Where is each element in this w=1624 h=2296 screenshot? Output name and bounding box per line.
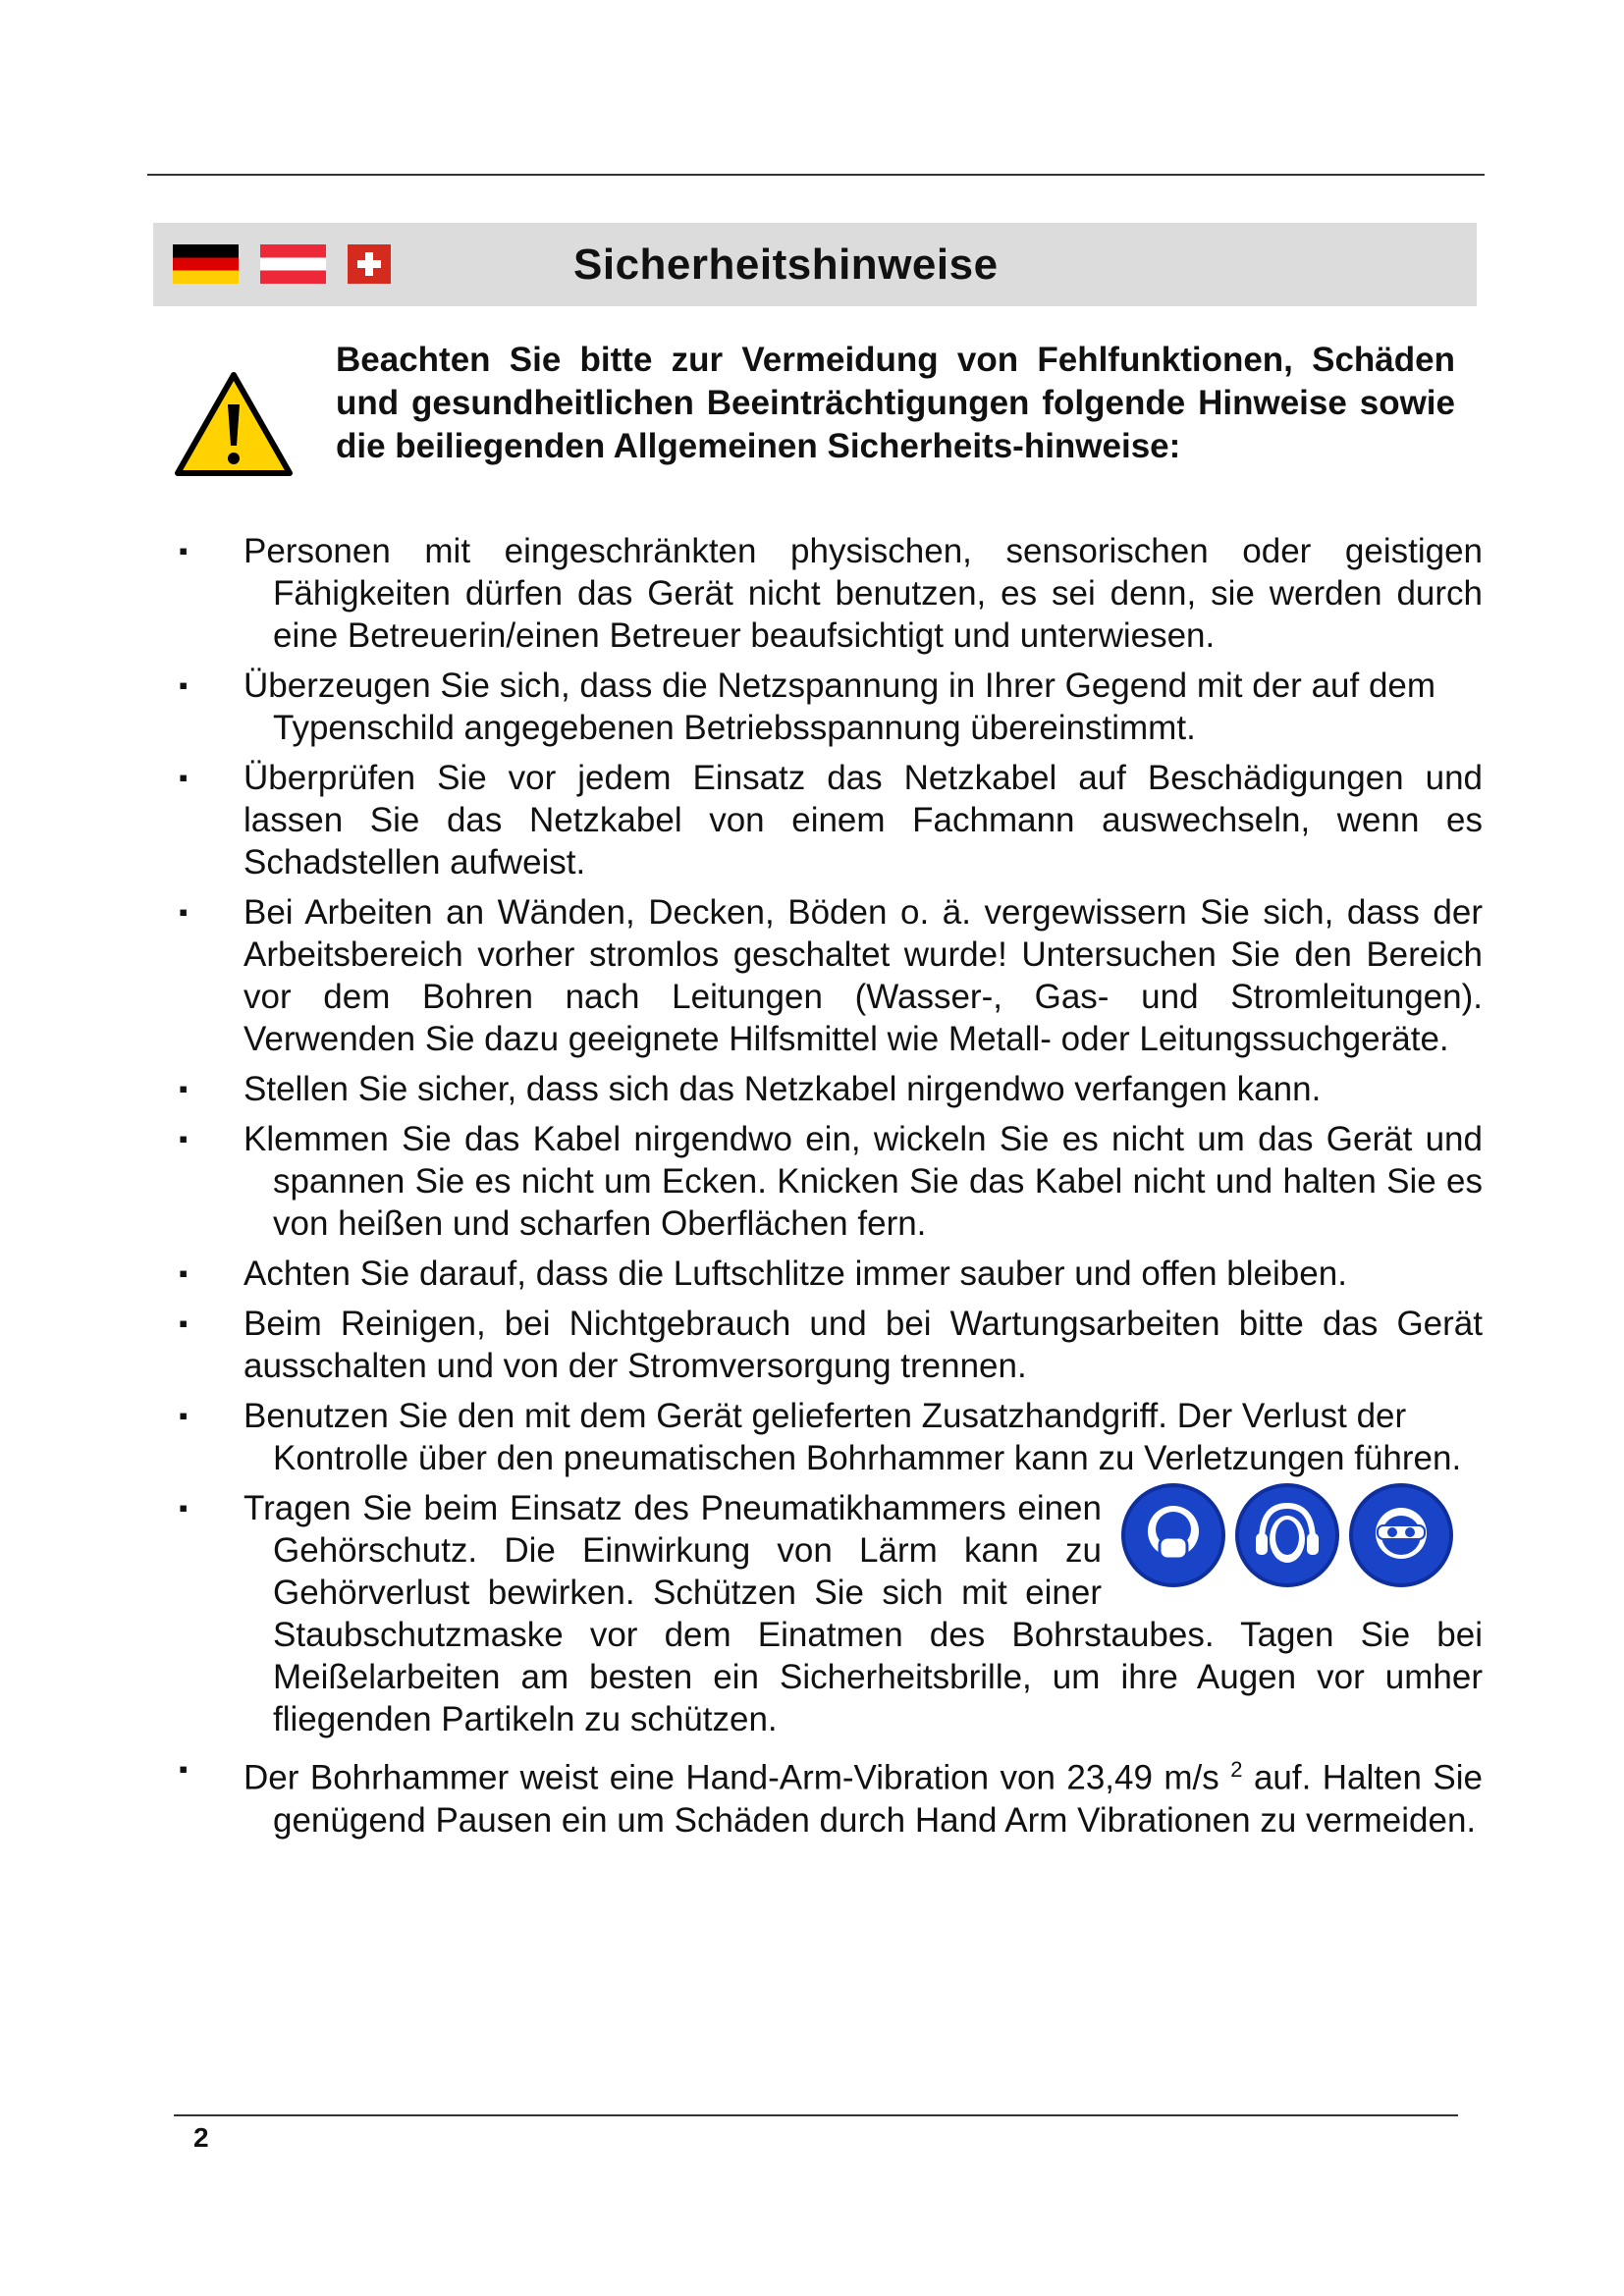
list-item-text: Tragen Sie beim Einsatz des Pneumatikhammers einen Gehörschutz. Die Einwirkung von Lärm kann zu Gehörverlust bewirken. Schützen Sie sich mit einer Staubschutzmaske vor dem Einatmen des Bohrstaubes. Tagen Sie bei Meißelarbeiten am besten ein Sicherheitsbrille, um ihre Augen vor umher fliegenden Partikeln zu schützen. <box>244 1489 1483 1738</box>
title-bar <box>153 223 1477 306</box>
page-title: Sicherheitshinweise <box>573 240 999 289</box>
bullet: ▪ <box>179 763 189 792</box>
flag-group <box>173 244 391 284</box>
safety-goggles-icon <box>1349 1483 1453 1587</box>
list-item-text: Klemmen Sie das Kabel nirgendwo ein, wickeln Sie es nicht um das Gerät und spannen Sie es nicht um Ecken. Knicken Sie das Kabel nicht und halten Sie es von heißen und scharfen Oberflächen fern. <box>244 1120 1483 1243</box>
bullet: ▪ <box>179 1401 189 1430</box>
austria-flag-icon <box>260 244 326 284</box>
list-item-text: Stellen Sie sicher, dass sich das Netzkabel nirgendwo verfangen kann. <box>244 1070 1322 1108</box>
list-item <box>179 1395 1483 1479</box>
list-item-text: Personen mit eingeschränkten physischen, sensorischen oder geistigen Fähigkeiten dürfen das Gerät nicht benutzen, es sei denn, sie werden durch eine Betreuerin/einen Betreuer beaufsichtigt und unterwiesen. <box>244 532 1483 655</box>
top-rule <box>147 174 1485 176</box>
bullet: ▪ <box>179 1754 189 1784</box>
warning-triangle-icon <box>174 371 294 479</box>
germany-flag-icon <box>173 244 239 284</box>
vibration-text-before: Der Bohrhammer weist eine Hand-Arm-Vibration von 23,49 m/s <box>244 1758 1219 1797</box>
bullet: ▪ <box>179 1124 189 1153</box>
bullet: ▪ <box>179 1258 189 1288</box>
list-item <box>179 891 1483 1060</box>
list-item <box>179 665 1483 749</box>
bullet: ▪ <box>179 670 189 700</box>
list-item <box>179 1253 1483 1295</box>
page-number: 2 <box>193 2122 209 2153</box>
bullet: ▪ <box>179 536 189 565</box>
list-item <box>179 530 1483 657</box>
list-item-text: Benutzen Sie den mit dem Gerät gelieferten Zusatzhandgriff. Der Verlust der Kontrolle über den pneumatischen Bohrhammer kann zu Verletzungen führen. <box>244 1397 1462 1477</box>
list-item-text: Achten Sie darauf, dass die Luftschlitze immer sauber und offen bleiben. <box>244 1255 1347 1293</box>
list-item <box>179 1303 1483 1387</box>
list-item <box>179 1068 1483 1110</box>
list-item <box>179 1748 1483 1842</box>
intro-text: Beachten Sie bitte zur Vermeidung von Fehlfunktionen, Schäden und gesundheitlichen Beeinträchtigungen folgende Hinweise sowie die beiliegenden Allgemeinen Sicherheits-hinweise: <box>336 341 1455 465</box>
dust-mask-icon <box>1121 1483 1225 1587</box>
superscript-2: 2 <box>1230 1757 1243 1782</box>
ear-protection-icon <box>1235 1483 1339 1587</box>
list-item <box>179 1487 1483 1740</box>
list-item-text: Überzeugen Sie sich, dass die Netzspannung in Ihrer Gegend mit der auf dem Typenschild angegebenen Betriebsspannung übereinstimmt. <box>244 667 1436 747</box>
bullet: ▪ <box>179 897 189 927</box>
ppe-icon-group <box>1121 1483 1453 1587</box>
bullet: ▪ <box>179 1074 189 1103</box>
bottom-rule <box>174 2114 1458 2116</box>
vibration-text-after: auf. Halten Sie genügend Pausen ein um Schäden durch Hand Arm Vibrationen zu vermeiden. <box>273 1758 1483 1840</box>
list-item <box>179 1118 1483 1245</box>
list-item-text: Bei Arbeiten an Wänden, Decken, Böden o. ä. vergewissern Sie sich, dass der Arbeitsbereich vorher stromlos geschaltet wurde! Untersuchen Sie den Bereich vor dem Bohren nach Leitungen (Wasser-, Gas- und Stromleitungen). Verwenden Sie dazu geeignete Hilfsmittel wie Metall- oder Leitungssuchgeräte. <box>244 893 1483 1058</box>
list-item <box>179 757 1483 883</box>
list-item-text: Beim Reinigen, bei Nichtgebrauch und bei Wartungsarbeiten bitte das Gerät ausschalten und von der Stromversorgung trennen. <box>244 1305 1483 1385</box>
safety-list <box>0 530 1624 1849</box>
vibration-text <box>244 1748 1483 1842</box>
list-item-text: Überprüfen Sie vor jedem Einsatz das Netzkabel auf Beschädigungen und lassen Sie das Netzkabel von einem Fachmann auswechseln, wenn es Schadstellen aufweist. <box>244 759 1483 881</box>
bullet: ▪ <box>179 1308 189 1338</box>
bullet: ▪ <box>179 1493 189 1522</box>
switzerland-flag-icon <box>348 244 391 284</box>
